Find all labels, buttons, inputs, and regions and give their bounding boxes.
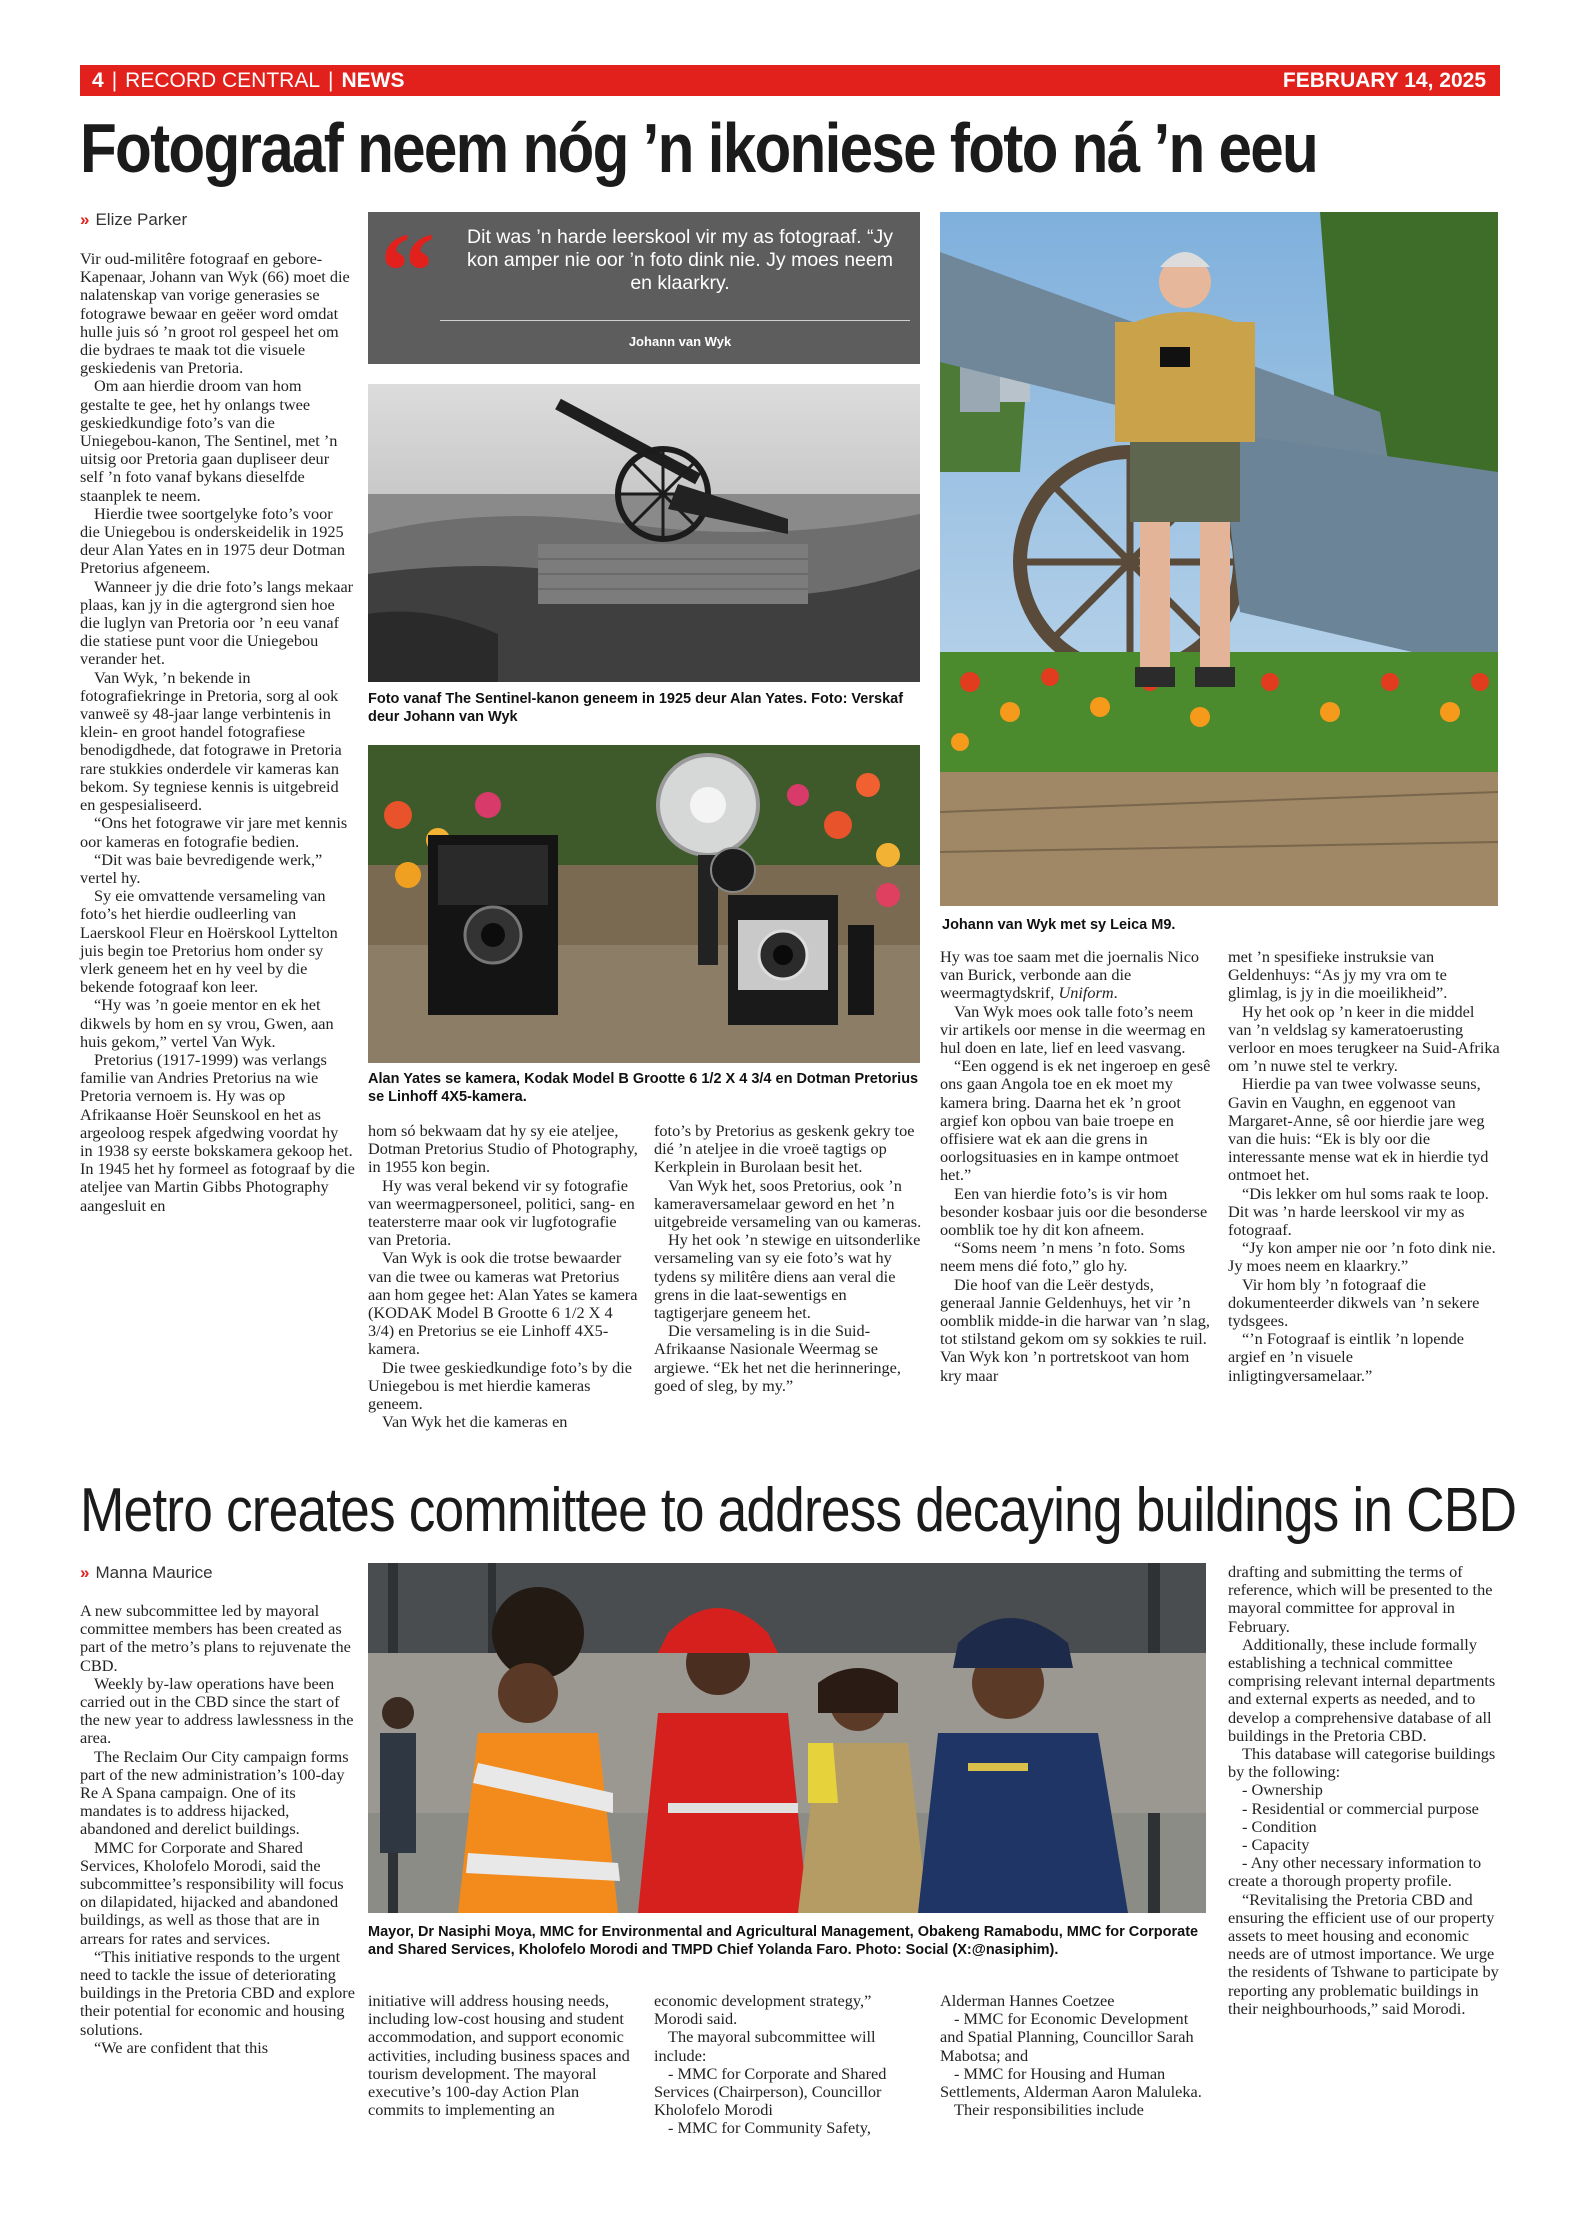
paragraph: - MMC for Housing and Human Settlements, Alderman Aaron Maluleka.: [940, 2063, 1202, 2102]
paragraph: Hierdie pa van twee volwasse seuns, Gavin en Vaughn, en eggenoot van Margaret-Anne, sê oor hierdie jare weg van die huis: “Ek is bly oor die interessante mense wat ek in hierdie tyd ontmoet het.: [1228, 1074, 1489, 1185]
article2-col5: [1228, 1563, 1500, 2018]
paragraph: Die hoof van die Leër destyds, generaal Jannie Geldenhuys, het vir ’n oomblik midde-in die harwar van ’n slag, tot stilstand gekom om sy sokkies te ruil. Van Wyk kon ’n portretskoot van hom kry maar: [940, 1274, 1210, 1385]
paragraph: Hy was veral bekend vir sy fotografie van weermagpersoneel, politici, sang- en teatersterre maar ook vir lugfotografie van Pretoria.: [368, 1175, 635, 1250]
pull-quote-text: Dit was ’n harde leerskool vir my as fotograaf. “Jy kon amper nie oor ’n foto dink nie. Jy moes neem en klaarkry.: [467, 226, 893, 294]
paragraph: Additionally, these include formally establishing a technical committee comprising relevant internal departments and external experts as needed, and to develop a comprehensive database of all buildings in the Pretoria CBD.: [1228, 1634, 1496, 1745]
paragraph: Wanneer jy die drie foto’s langs mekaar plaas, kan jy in die agtergrond sien hoe die luglyn van Pretoria oor ’n eeu vanaf die statiese punt voor die Uniegebou verander het.: [80, 576, 354, 669]
paragraph: Van Wyk het die kameras en: [382, 1412, 568, 1432]
article1-col2: [368, 1122, 638, 1431]
paragraph: The Reclaim Our City campaign forms part of the new administration’s 100-day Re A Spana campaign. One of its mandates is to address hijacked, abandoned and derelict buildings.: [80, 1746, 349, 1839]
divider: [440, 320, 910, 321]
page-number: 4: [92, 69, 104, 92]
paragraph: Een van hierdie foto’s is vir hom besonder kosbaar juis oor die besonderse oomblik toe hy dit kon afneem.: [940, 1183, 1208, 1240]
paragraph: “Soms neem ’n mens ’n foto. Soms neem mens dié foto,” glo hy.: [940, 1238, 1186, 1276]
paragraph: “Hy was ’n goeie mentor en ek het dikwels by hom en sy vrou, Gwen, aan huis gekom,” vertel Van Wyk.: [80, 995, 334, 1051]
paragraph: Hy het ook op ’n keer in die middel van ’n veldslag sy kameratoerusting verloor en moes terugkeer na Suid-Afrika om ’n nuwe stel te verkry.: [1228, 1001, 1500, 1076]
magazine-title: Uniform: [1058, 983, 1114, 1003]
article1-col3: [654, 1122, 924, 1395]
paragraph: - Capacity: [1242, 1835, 1310, 1855]
paragraph: “Jy kon amper nie oor ’n foto dink nie. Jy moes neem en klaarkry.”: [1228, 1238, 1496, 1276]
paragraph: “Dis lekker om hul soms raak te loop. Dit was ’n harde leerskool vir my as fotograaf.: [1228, 1183, 1489, 1240]
paragraph: hom só bekwaam dat hy sy eie ateljee, Dotman Pretorius Studio of Photography, in 1955 kon begin.: [368, 1121, 638, 1177]
paragraph: drafting and submitting the terms of reference, which will be presented to the mayoral committee for approval in February.: [1228, 1562, 1493, 1636]
portrait-photo-caption: Johann van Wyk met sy Leica M9.: [942, 917, 1176, 933]
paragraph: Weekly by-law operations have been carried out in the CBD since the start of the new year to address lawlessness in the area.: [80, 1673, 354, 1748]
van-wyk-portrait-photo: [940, 212, 1498, 906]
paragraph: - MMC for Economic Development and Spatial Planning, Councillor Sarah Mabotsa; and: [940, 2009, 1194, 2065]
paragraph: Om aan hierdie droom van hom gestalte te gee, het hy onlangs twee geskiedkundige foto’s van die Uniegebou-kanon, The Sentinel, met ’n uitsig oor Pretoria gaan dupliseer deur self ’n foto vanaf bykans dieselfde staanplek te neem.: [80, 376, 338, 505]
article2-headline: Metro creates committee to address decaying buildings in CBD: [80, 1476, 1517, 1545]
article1-author: Elize Parker: [95, 210, 188, 229]
paragraph: foto’s by Pretorius as geskenk gekry toe dié ’n ateljee in die vroeë tagtigs op Kerkplein in Burolaan besit het.: [654, 1121, 915, 1177]
group-photo-caption: Mayor, Dr Nasiphi Moya, MMC for Environmental and Agricultural Management, Obakeng Ramabodu, MMC for Corporate and Shared Services, Kholofelo Morodi and TMPD Chief Yolanda Faro. Photo: Social (X:@nasiphim).: [368, 1924, 1199, 1958]
article2-col3: [654, 1992, 924, 2138]
chevron-icon: »: [80, 1563, 90, 1582]
sentinel-cannon-1925-photo: [368, 384, 920, 682]
section-name: NEWS: [341, 69, 405, 92]
paragraph: “’n Fotograaf is eintlik ’n lopende argief en ’n visuele inligtingversamelaar.”: [1228, 1329, 1464, 1385]
paragraph: initiative will address housing needs, including low-cost housing and student accommodation, and support economic activities, including business spaces and tourism development. The mayoral executive’s 100-day Action Plan commits to implementing an: [368, 1991, 630, 2120]
paragraph: - MMC for Community Safety,: [668, 2118, 871, 2138]
paragraph: “This initiative responds to the urgent need to tackle the issue of deteriorating buildings in the Pretoria CBD and explore their potential for economic and housing solutions.: [80, 1946, 355, 2039]
article1-col1: [80, 250, 355, 1215]
paragraph: Their responsibilities include: [954, 2100, 1144, 2120]
article2-col1: [80, 1602, 355, 2057]
header-left: 4 | RECORD CENTRAL | NEWS: [92, 69, 405, 92]
paragraph: Hierdie twee soortgelyke foto’s voor die Uniegebou is onderskeidelik in 1925 deur Alan Yates en in 1975 deur Dotman Pretorius afgeneem.: [80, 503, 345, 578]
paragraph: Vir hom bly ’n fotograaf die dokumenteerder dikwels van ’n sekere tydsgees.: [1228, 1274, 1480, 1331]
issue-date: FEBRUARY 14, 2025: [1282, 69, 1486, 92]
article1-col4: [940, 948, 1212, 1385]
quote-mark-icon: “: [380, 210, 435, 332]
paragraph: Alderman Hannes Coetzee: [940, 1991, 1115, 2010]
paragraph: “Revitalising the Pretoria CBD and ensuring the efficient use of our property assets to meet housing and economic needs are of utmost importance. We urge the residents of Tshwane to participate by reporting any problematic buildings in their neighbourhoods,” said Morodi.: [1228, 1889, 1499, 2018]
paragraph: Vir oud-militêre fotograaf en gebore-Kapenaar, Johann van Wyk (66) moet die nalatenskap van vorige generasies se fotograwe bewaar en geëer word omdat hulle juis só ’n groot rol gespeel het om die bydraes te maak tot die visuele geskiedenis van Pretoria.: [80, 249, 350, 378]
pull-quote-attribution: Johann van Wyk: [628, 334, 732, 349]
paragraph: Hy het ook ’n stewige en uitsonderlike versameling van sy eie foto’s wat hy tydens sy militêre diens aan veral die grens in die laat-sewentigs en tagtigerjare geneem het.: [654, 1230, 921, 1323]
paragraph: “We are confident that this: [94, 2037, 269, 2057]
paragraph: “Ons het fotograwe vir jare met kennis oor kameras en fotografie bedien.: [80, 813, 348, 851]
paragraph: economic development strategy,” Morodi said.: [654, 1991, 872, 2029]
paragraph: met ’n spesifieke instruksie van Geldenhuys: “As jy my vra om te glimlag, is jy in die moeilikheid”.: [1228, 947, 1448, 1003]
paragraph: “Dit was baie bevredigende werk,” vertel hy.: [80, 849, 323, 887]
paragraph: Sy eie omvattende versameling van foto’s het hierdie oudleerling van Laerskool Fleur en Hoërskool Lyttelton juis begin toe Pretorius hom onder sy vlerk geneem het en hy veel by die bekende fotograaf kon leer.: [80, 886, 338, 997]
paragraph: - Residential or commercial purpose: [1242, 1798, 1479, 1818]
article2-byline: [80, 1563, 213, 1583]
page-header-bar: [80, 65, 1500, 96]
paragraph: Van Wyk is ook die trotse bewaarder van die twee ou kameras wat Pretorius aan hom gegee het: Alan Yates se kamera (KODAK Model B Grootte 6 1/2 X 4 3/4) en Pretorius se eie Linhoff 4X5-kamera.: [368, 1248, 638, 1359]
article1-byline: [80, 210, 187, 230]
paragraph: Hy was toe saam met die joernalis Nico van Burick, verbonde aan die weermagtydskrif, Uniform.: [940, 947, 1200, 1003]
paragraph: - Ownership: [1242, 1780, 1323, 1800]
paragraph: - MMC for Corporate and Shared Services (Chairperson), Councillor Kholofelo Morodi: [654, 2063, 887, 2120]
paragraph: Van Wyk, ’n bekende in fotografiekringe in Pretoria, sorg al ook vanweë sy 48-jaar lange verbintenis in klein- en groot handel fotografiese benodigdhede, dat fotograwe in Pretoria rare stukkies onderdele vir kameras kan bekom. Sy tegniese kennis is uitgebreid en gespesialiseerd.: [80, 667, 342, 815]
mayoral-group-photo: [368, 1563, 1206, 1913]
sentinel-photo-caption: Foto vanaf The Sentinel-kanon geneem in 1925 deur Alan Yates. Foto: Verskaf deur Johann van Wyk: [368, 691, 904, 725]
article1-headline: Fotograaf neem nóg ’n ikoniese foto ná ’n eeu: [80, 109, 1318, 187]
paragraph: Van Wyk moes ook talle foto’s neem vir artikels oor mense in die weermag en hul doen en late, lief en leed vasvang.: [940, 1001, 1206, 1058]
paragraph: Van Wyk het, soos Pretorius, ook ’n kameraversamelaar geword en het ’n uitgebreide versameling van ou kameras.: [654, 1175, 922, 1232]
pull-quote-box: [368, 212, 920, 364]
article2-author: Manna Maurice: [95, 1563, 213, 1582]
paragraph: A new subcommittee led by mayoral committee members has been created as part of the metro’s plans to rejuvenate the CBD.: [80, 1601, 351, 1675]
paragraph: Die versameling is in die Suid-Afrikaanse Nasionale Weermag se argiewe. “Ek het net die herinneringe, goed of sleg, by my.”: [654, 1321, 901, 1395]
paragraph: - Condition: [1242, 1816, 1317, 1836]
chevron-icon: »: [80, 210, 90, 229]
paragraph: - Any other necessary information to create a thorough property profile.: [1228, 1853, 1482, 1891]
paragraph: Pretorius (1917-1999) was verlangs familie van Andries Pretorius na wie Pretoria vernoem is. Hy was op Afrikaanse Hoër Seunskool en het as argeoloog respek afgedwing voordat hy in 1938 sy eerste bokskamera gekoop het. In 1945 het hy formeel as fotograaf by die ateljee van Martin Gibbs Photography aangesluit en: [80, 1049, 355, 1215]
article1-col5: [1228, 948, 1500, 1385]
paragraph: “Een oggend is ek net ingeroep en gesê ons gaan Angola toe en ek moet my kamera bring. Daarna het ek ’n groot argief kon opbou van baie troepe en offisiere wat ek aan die grens in oorlogsituasies en in kampe ontmoet het.”: [940, 1056, 1211, 1185]
cameras-photo-caption: Alan Yates se kamera, Kodak Model B Grootte 6 1/2 X 4 3/4 en Dotman Pretorius se Linhoff 4X5-kamera.: [368, 1071, 919, 1105]
article2-col2: [368, 1992, 638, 2119]
article2-col4: [940, 1992, 1210, 2119]
paragraph: Die twee geskiedkundige foto’s by die Uniegebou is met hierdie kameras geneem.: [368, 1357, 633, 1414]
paragraph: The mayoral subcommittee will include:: [654, 2027, 876, 2065]
vintage-cameras-photo: [368, 745, 920, 1063]
paragraph: MMC for Corporate and Shared Services, Kholofelo Morodi, said the subcommittee’s responsibility will focus on dilapidated, hijacked and abandoned buildings, as well as those that are in arrears for rates and services.: [80, 1837, 344, 1948]
publication-name: RECORD CENTRAL: [125, 69, 321, 92]
paragraph: This database will categorise buildings by the following:: [1228, 1744, 1496, 1782]
